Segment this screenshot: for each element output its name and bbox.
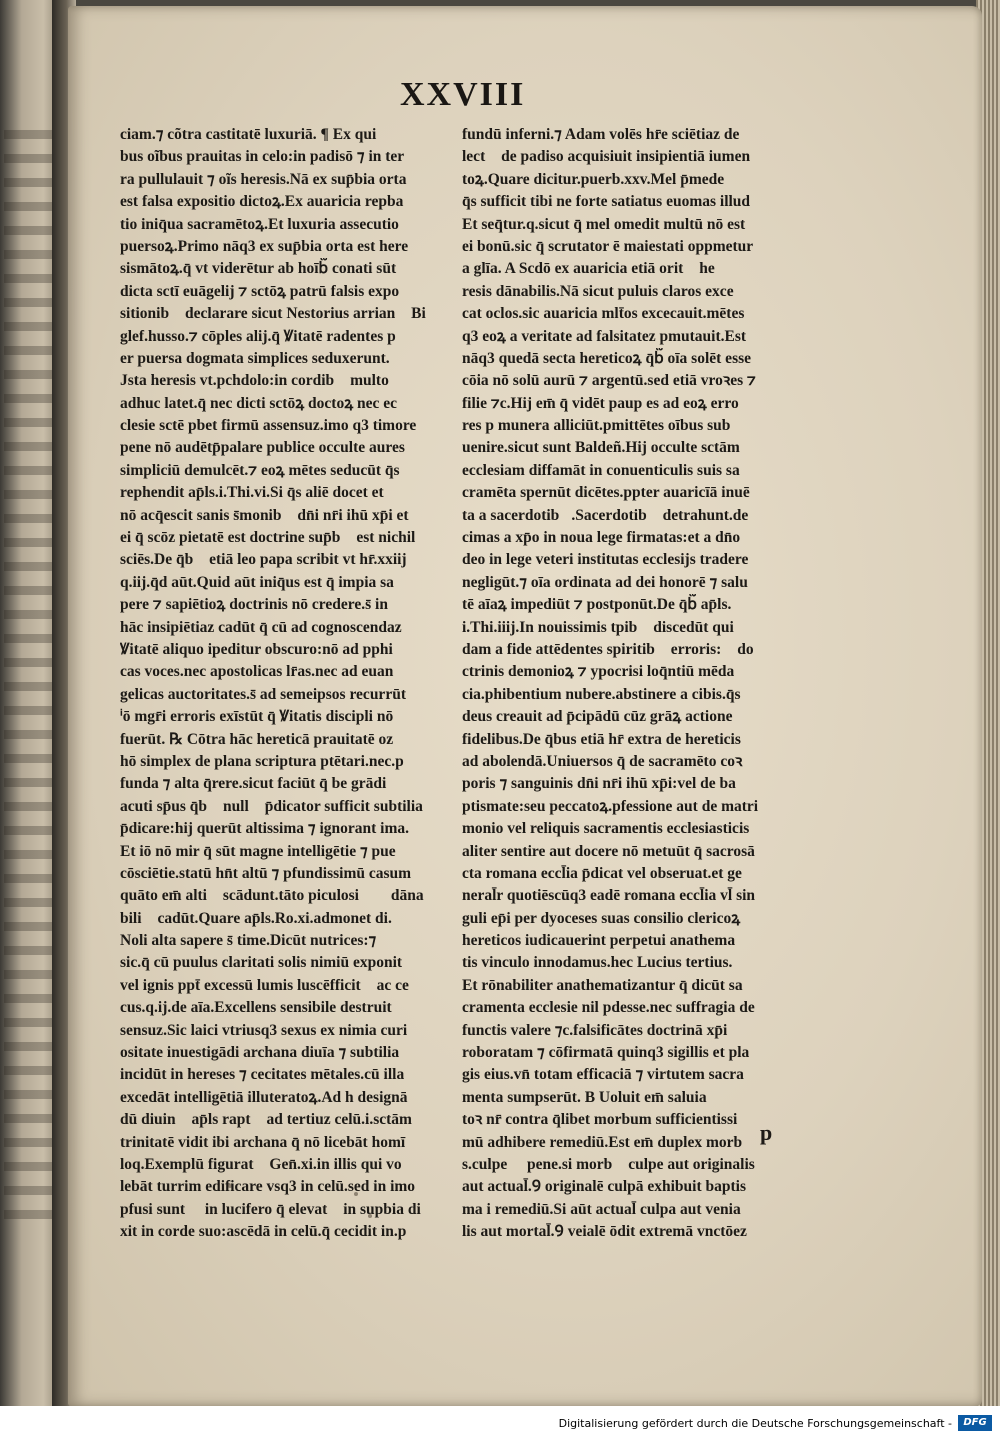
text-line: trinitatē vidit ibi archana q̄ nō licebāt homī [120, 1133, 406, 1151]
text-line: aut actual̄.Ꝯ originalē culpā exhibuit baptis [462, 1178, 747, 1196]
text-line: s.culpe ⁊ pene.si morb᷑ culpe aut originalis [462, 1155, 755, 1173]
text-line: cramenta ecclesie nil pdesse.nec suffragia de [462, 999, 755, 1017]
text-line: monio vel reliquis sacramentis ecclesiasticis [462, 820, 750, 838]
text-line: pere ⁊ sapiētioꝝ doctrinis nō credere.s̄ in [120, 596, 388, 614]
text-line: pene nō audētp̄palare publice occulte aures [120, 439, 405, 457]
text-line: cramēta spernūt dicētes.ppter auaricīā inuē [462, 484, 750, 502]
text-line: ei q̄ scōz pietatē est doctrine sup̄b᷑ est nichil [120, 529, 416, 547]
text-line: tio iniq̄ua sacramētoꝝ.Et luxuria assecutio [120, 215, 399, 233]
text-line: sensuz.Sic laici vtriusq3 sexus ex nimia curi [120, 1021, 408, 1039]
text-line: incidūt in hereses ⁊ cecitates mētales.cū illa [120, 1066, 405, 1084]
text-line: sismātoꝝ.q̄ vt viderētur ab hoīb᷑ conati sūt [120, 260, 397, 278]
text-line: nāq3 quedā secta hereticoꝝ q̄b᷑ oīa solēt esse [462, 349, 752, 367]
text-line: ptismate:seu peccatoꝝ.pfessione aut de matri [462, 797, 759, 815]
text-line: cas voces.nec apostolicas lr̄as.nec ad euan [120, 663, 394, 681]
text-line: Noli alta sapere s̄ time.Dicūt nutrices:⁊ [120, 932, 377, 950]
text-line: sitionib᷑ declarare sicut Nestorius arrian᷑ Bi [120, 305, 426, 323]
text-line: cōia nō solū aurū ⁊ argentū.sed etiā vroꝛes ⁊ [462, 372, 756, 390]
text-line: excedāt intelligētiā illuteratoꝝ.Ad h designā [120, 1088, 408, 1106]
funding-credit: Digitalisierung gefördert durch die Deutsche Forschungsgemeinschaft - [558, 1417, 952, 1430]
text-line: lect᷑ de padiso acquisiuit insipientiā iumen [462, 148, 751, 166]
text-line: bus oĩbus prauitas in celo:in padisō ⁊ in ter [120, 148, 405, 166]
text-line: ositate inuestigādi archana diuīa ⁊ subtilia [120, 1044, 400, 1062]
text-line: cōsciētie.statū hn̄t altū ⁊ pfundissimū casum [120, 864, 412, 882]
text-line: tē aīaꝝ impediūt ⁊ postponūt.De q̄b᷑ ap̄ls. [462, 596, 732, 614]
text-line: sciēs.De q̄b᷑ etiā leo papa scribit vt hr̄.xxiij [120, 551, 407, 569]
text-line: guli ep̄i per dyoceses suas consilio clericoꝝ [462, 909, 741, 927]
text-line: simpliciū demulcēt.⁊ eoꝝ mētes seducūt q̄s [120, 461, 400, 479]
text-line: ciam.⁊ cõtra castitatē luxuriā. ¶ Ex qui [120, 126, 377, 143]
text-line: cta romana eccl̄ia p̄dicat vel obseruat.et ge [462, 864, 742, 882]
text-line: ma i remediū.Si aūt actual̄ culpa aut venia [462, 1200, 741, 1218]
text-line: Jsta heresis vt.pchdolo:in cordib᷑ multoꝝ [120, 372, 401, 390]
text-line: deus creauit ad p̄cipādū cūz grāꝝ actione [462, 708, 733, 726]
text-line: negligūt.⁊ oīa ordinata ad dei honorē ⁊ salu [462, 573, 748, 591]
text-line: lebāt turrim edificare vsq3 in celū.sed in imo [120, 1178, 416, 1196]
folio-number: XXVIII [400, 76, 526, 113]
text-line: sic.q̄ cū puulus claritati solis nimiū exponit᷑ [120, 954, 415, 972]
text-line: er puersa dogmata simplices seduxerunt. [120, 349, 390, 367]
text-line: a glīa. A Scdō ex auaricia etiā orit᷑ he [462, 260, 715, 278]
right-text-column [462, 124, 782, 1244]
text-line: fidelibus.De q̄bus etiā hr̄ extra de hereticis [462, 730, 741, 748]
text-line: dū diuin᷑ ap̄ls rapt᷑ ad tertiuz celū.i.sctām [120, 1111, 412, 1129]
text-line: funda ⁊ alta q̄rere.sicut faciūt q̄ be grādi [120, 775, 387, 793]
text-line: tis vinculo innodamus.hec Lucius tertius. [462, 954, 733, 972]
text-line: cus.q.ij.de aīa.Excellens sensibile destruit [120, 999, 392, 1017]
text-line: dicta sctī euāgelij ⁊ sctōꝝ patrū falsis expo [120, 282, 400, 300]
text-line: hāc insipiētiaz cadūt q̄ cū ad cognoscendaz [120, 618, 402, 636]
text-line: lis aut mortal̄.Ꝯ veialē ōdit extremā vnctōez [462, 1223, 747, 1241]
text-line: adhuc latet.q̄ nec dicti sctōꝝ doctoꝝ nec ec [120, 394, 398, 412]
text-line: fuerūt. ℞ Cōtra hāc hereticā prauitatē oz [120, 730, 394, 748]
text-line: gelicas auctoritates.s̄ ad semeipsos recurrūt [120, 685, 406, 703]
text-line: fundū inferni.⁊ Adam volēs hr̄e sciētiaz de [462, 126, 740, 143]
text-line: acuti sp̄us q̄b᷑ null᷑ p̄dicator sufficit subtilia [120, 797, 423, 815]
text-line: mū adhibere remediū.Est em̄ duplex morb᷑ [462, 1133, 755, 1151]
text-line: p̄dicare:hij querūt altissima ⁊ ignorant ima. [120, 820, 410, 838]
text-line: bili᷑ cadūt.Quare ap̄ls.Ro.xi.admonet di. [120, 909, 392, 927]
text-line: ra pullulauit ⁊ oĩs heresis.Nā ex sup̄bia orta [120, 170, 407, 188]
text-line: ctrinis demonioꝝ ⁊ ypocrisi loq̄ntiū mēda [462, 663, 735, 681]
dfg-logo: DFG [958, 1415, 992, 1431]
text-line: Et seq̄tur.q.sicut q̄ mel omedit multū nō est [462, 215, 746, 233]
text-line: hereticos iudicauerint perpetui anathema [462, 932, 736, 950]
text-line: res p munera alliciūt.pmittētes oībus sub [462, 417, 731, 435]
text-line: i.Thi.iiij.In nouissimis tpib᷑ discedūt qui [462, 618, 734, 636]
text-line: q̄s sufficit tibi ne forte satiatus euomas illud [462, 193, 751, 211]
text-line: toꝛ nr̄ contra q̄libet morbum sufficientissi [462, 1111, 738, 1129]
text-line: poris ⁊ sanguinis dn̄i nr̄i ihū xp̄i:vel de ba [462, 775, 736, 793]
left-text-column [120, 124, 440, 1244]
text-line: gis eius.vn̄ totam efficaciā ⁊ virtutem sacra [462, 1066, 744, 1084]
text-line: ⁱō mgr̄i erroris exīstūt q̄ Ꝟitatis discipli nō [120, 708, 394, 726]
text-line: glef.husso.⁊ cōples alij.q̄ Ꝟitatē radentes p [120, 327, 396, 345]
text-line: toꝝ.Quare dicitur.puerb.xxv.Mel p̄mede [462, 170, 725, 188]
text-line: quāto em̄ alti᷑ scādunt.tāto piculosi᷑ ⁊ dāna [120, 887, 424, 905]
text-line: nō acq̄escit sanis s̄monib᷑ dn̄i nr̄i ihū xp̄i et [120, 506, 409, 524]
text-line: est falsa expositio dictoꝝ.Ex auaricia repba [120, 193, 404, 211]
text-line: cia.phibentium nubere.abstinere a cibis.q̄s [462, 685, 741, 703]
text-line: cimas a xp̄o in noua lege firmatas:et a dn̄o [462, 529, 741, 547]
text-line: hō simplex de plana scriptura ptētari.nec.p [120, 752, 404, 770]
text-line: filie ⁊c.Hij em̄ q̄ vidēt paup es ad eoꝝ erro [462, 394, 739, 412]
text-line: Et rōnabiliter anathematizantur q̄ dicūt sa [462, 976, 743, 994]
text-line: xit in corde suo:ascēdā in celū.q̄ cecidit in.p [120, 1223, 407, 1241]
text-line: loq.Exemplū figurat᷑ Gen̄.xi.in illis qui vo [120, 1155, 402, 1173]
text-line: resis dānabilis.Nā sicut puluis claros exce [462, 282, 734, 300]
text-line: clesie sctē pbet firmū assensuz.imo q3 timore [120, 417, 417, 435]
text-line: q.iij.q̄d aūt.Quid aūt iniq̄us est q̄ impia sa [120, 573, 394, 591]
text-line: ecclesiam diffamāt in conuenticulis suis sa [462, 461, 740, 479]
text-line: uenire.sicut sunt Baldeñ.Hij occulte sctām [462, 439, 740, 457]
text-line: q3 eoꝝ a veritate ad falsitatez pmutauit.Est [462, 327, 747, 345]
text-line: pfusi sunt ⁊ in lucifero q̄ elevat᷑ in supbia di [120, 1200, 421, 1218]
text-line: Ꝟitatē aliquo ipeditur obscuro:nō ad pphi [120, 640, 393, 658]
facing-page-text-bleed [4, 130, 58, 1230]
text-line: puersoꝝ.Primo nāq3 ex sup̄bia orta est here [120, 237, 409, 255]
text-line: ta a sacerdotib᷑.Sacerdotib᷑ detrahunt.de [462, 506, 749, 524]
text-line: ei bonū.sic q̄ scrutator ē maiestati oppmetur [462, 237, 754, 255]
text-line: deo in lege veteri institutas ecclesijs tradere [462, 551, 749, 569]
text-line: dam a fide attēdentes spiritib᷑ erroris:⁊ do [462, 640, 754, 658]
text-line: cat oclos.sic auaricia mlt̄os excecauit.mētes [462, 305, 745, 323]
text-line: menta sumpserūt. B Uoluit em̄ saluia [462, 1088, 707, 1106]
text-line: roboratam ⁊ cōfirmatā quinq3 sigillis et pla [462, 1044, 750, 1062]
footer-bar [0, 1406, 1000, 1441]
text-line: Et iō nō mir q̄ sūt magne intelligētie ⁊ pue [120, 842, 396, 860]
text-line: aliter sentire aut docere nō metuūt q̄ sacrosā [462, 842, 755, 860]
text-line: functis valere ⁊c.falsificātes doctrinā xp̄i [462, 1021, 728, 1039]
text-line: rephendit ap̄ls.i.Thi.vi.Si q̄s aliē docet et [120, 484, 384, 502]
signature-mark: p [760, 1120, 773, 1145]
text-line: neral̄r quotiēscūq3 eadē romana eccl̄ia vl̄ sin [462, 887, 756, 905]
text-line: vel ignis ppt̄ excessū lumis luscēfficit᷑ ac ce [120, 976, 409, 994]
text-line: ad abolendā.Uniuersos q̄ de sacramēto coꝛ [462, 752, 743, 770]
